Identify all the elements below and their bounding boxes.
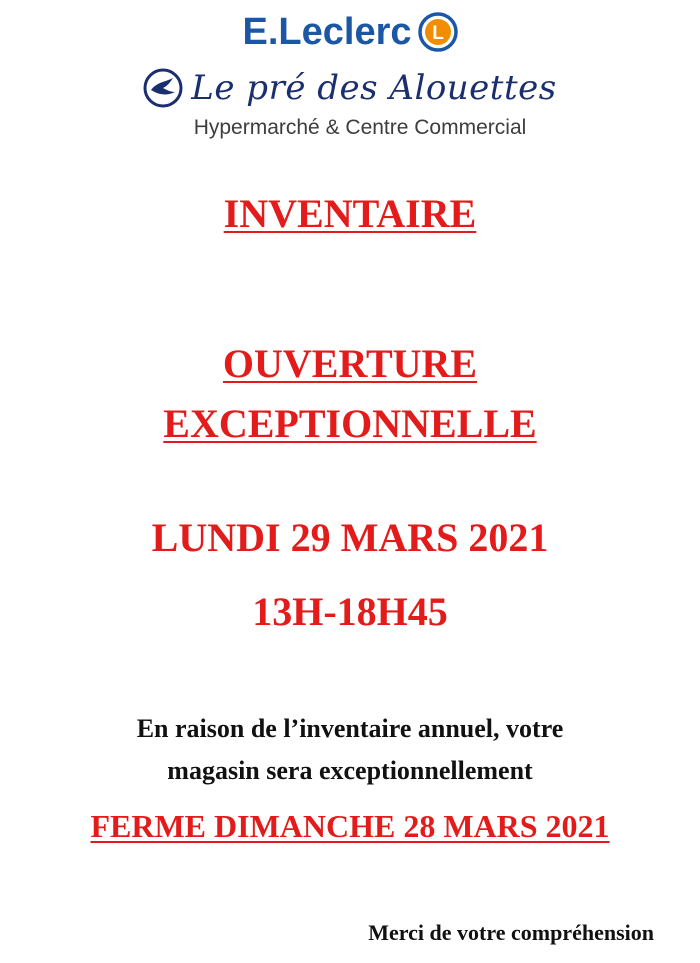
leclerc-logo — [0, 6, 700, 58]
brand-mark-letter: L — [431, 23, 444, 44]
opening-line-2: EXCEPTIONNELLE — [163, 401, 537, 446]
reason-line-1: En raison de l’inventaire annuel, votre — [136, 714, 564, 743]
brand-name: E.Leclerc — [242, 11, 412, 53]
closed-notice: FERME DIMANCHE 28 MARS 2021 — [90, 808, 610, 844]
center-name: Le pré des Alouettes — [191, 68, 557, 108]
thanks-message: Merci de votre compréhension — [368, 920, 654, 945]
alouette-bird-icon — [143, 68, 183, 108]
leclerc-logo-icon — [418, 12, 458, 52]
opening-date: LUNDI 29 MARS 2021 — [151, 515, 549, 560]
center-logo — [0, 64, 700, 112]
opening-hours: 13H-18H45 — [252, 589, 448, 634]
reason-line-2: magasin sera exceptionnellement — [167, 756, 533, 785]
notice-title: INVENTAIRE — [223, 191, 477, 236]
opening-line-1: OUVERTURE — [222, 341, 478, 386]
center-subtitle: Hypermarché & Centre Commercial — [193, 116, 527, 139]
center-subtitle-row — [0, 116, 700, 140]
